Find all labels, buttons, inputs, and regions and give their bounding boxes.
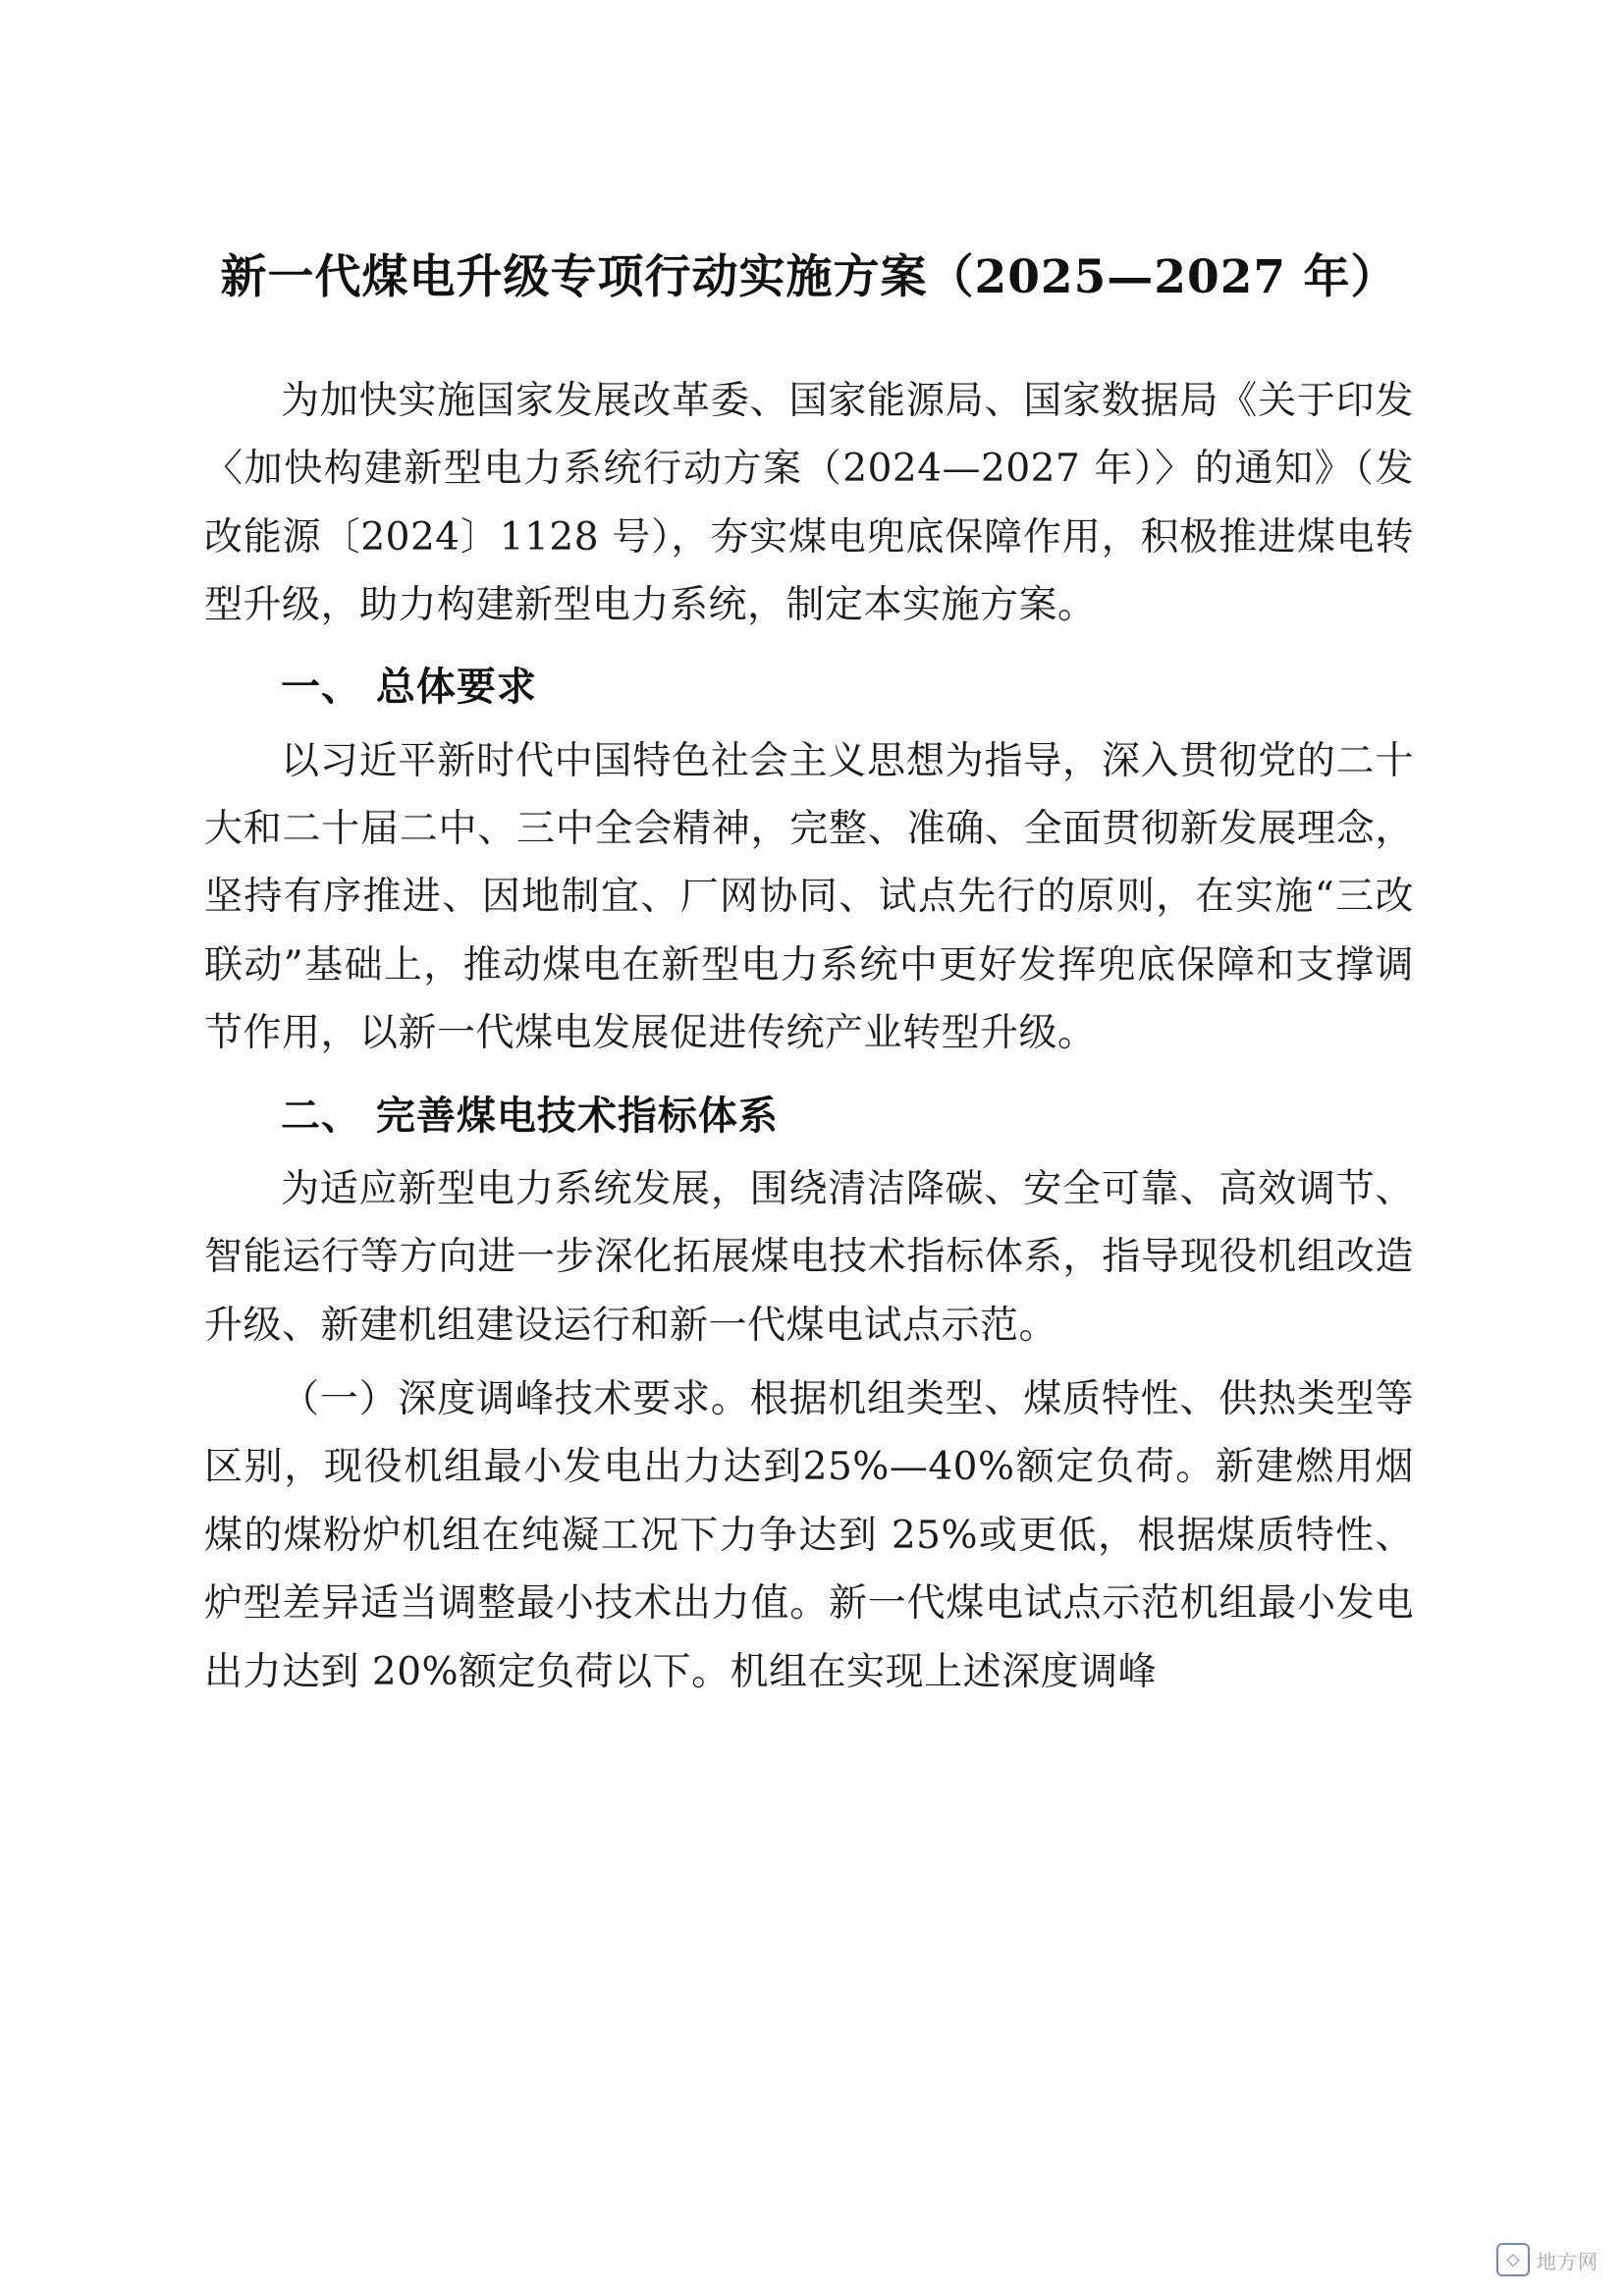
watermark-label: 地方网 bbox=[1537, 2249, 1598, 2273]
paragraph-intro: 为加快实施国家发展改革委、国家能源局、国家数据局《关于印发〈加快构建新型电力系统行动方案（2024—2027 年）〉的通知》（发改能源〔2024〕1128 号），夯实煤电兜底保障作用，积极推进煤电转型升级，助力构建新型电力系统，制定本实施方案。 bbox=[204, 378, 1414, 628]
diamond-icon: ◇ bbox=[1496, 2243, 1530, 2276]
paragraph-section-1: 以习近平新时代中国特色社会主义思想为指导，深入贯彻党的二十大和二十届二中、三中全会精神，完整、准确、全面贯彻新发展理念，坚持有序推进、因地制宜、厂网协同、试点先行的原则，在实施“三改联动”基础上，推动煤电在新型电力系统中更好发挥兜底保障和支撑调节作用，以新一代煤电发展促进传统产业转型升级。 bbox=[204, 738, 1414, 1056]
section-heading-2: 二、 完善煤电技术指标体系 bbox=[281, 1093, 779, 1139]
paragraph-section-2: 为适应新型电力系统发展，围绕清洁降碳、安全可靠、高效调节、智能运行等方向进一步深化拓展煤电技术指标体系，指导现役机组改造升级、新建机组建设运行和新一代煤电试点示范。 bbox=[204, 1166, 1414, 1348]
page-title: 新一代煤电升级专项行动实施方案（2025—2027 年） bbox=[220, 250, 1398, 304]
paragraph-subsection-1: （一）深度调峰技术要求。根据机组类型、煤质特性、供热类型等区别，现役机组最小发电出力达到25%—40%额定负荷。新建燃用烟煤的煤粉炉机组在纯凝工况下力争达到 25%或更低，根据煤质特性、炉型差异适当调整最小技术出力值。新一代煤电试点示范机组最小发电出力达到 20%额定负荷以下。机组在实现上述深度调峰 bbox=[204, 1377, 1414, 1694]
document-body bbox=[204, 245, 1414, 1712]
section-heading-1: 一、 总体要求 bbox=[281, 665, 537, 711]
watermark bbox=[1496, 2243, 1598, 2276]
